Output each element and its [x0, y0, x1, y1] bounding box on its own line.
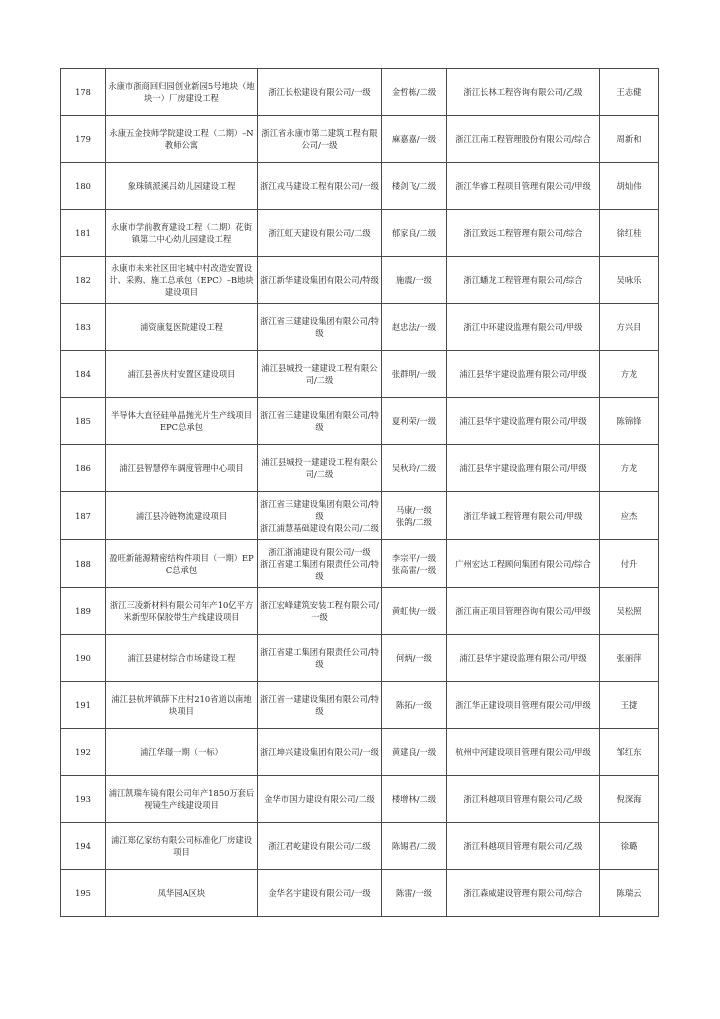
row-number-cell [61, 116, 106, 163]
chief-supervisor-cell [600, 351, 659, 398]
chief-supervisor-cell [600, 304, 659, 351]
table-row [61, 304, 659, 351]
project-name-cell [106, 870, 258, 917]
project-manager-cell [382, 304, 447, 351]
contractor: 浙江省三建建设集团有限公司/特级 [260, 316, 379, 338]
project-name: 浦江县杭坪镇薛下庄村210省道以南地块项目 [111, 694, 252, 716]
chief-supervisor-cell [600, 257, 659, 304]
supervision-company-cell [447, 257, 600, 304]
chief-supervisor: 徐璐 [620, 841, 638, 851]
project-manager: 陈雷/一级 [396, 888, 432, 898]
supervision-company: 杭州中河建设项目管理有限公司/甲级 [455, 747, 591, 757]
table-row [61, 257, 659, 304]
project-manager-cell [382, 351, 447, 398]
chief-supervisor-cell [600, 398, 659, 445]
row-number: 182 [75, 275, 91, 285]
project-manager: 李宗平/一级 张高雷/一级 [391, 552, 437, 575]
project-manager-cell [382, 823, 447, 870]
project-name: 浦江县冷链物流建设项目 [135, 510, 228, 521]
supervision-company-cell [447, 163, 600, 210]
supervision-company: 浙江华睿工程项目管理有限公司/甲级 [455, 181, 591, 191]
chief-supervisor-cell [600, 776, 659, 823]
table-row [61, 729, 659, 776]
project-name-cell [106, 210, 258, 257]
chief-supervisor-cell [600, 682, 659, 729]
project-name-cell [106, 257, 258, 304]
contractor-cell [258, 445, 382, 492]
row-number-cell [61, 492, 106, 540]
project-name-cell [106, 492, 258, 540]
chief-supervisor: 方龙 [620, 369, 638, 379]
project-manager-cell [382, 116, 447, 163]
project-name-cell [106, 540, 258, 588]
supervision-company: 浙江蟠龙工程管理有限公司/综合 [463, 275, 583, 285]
project-manager-cell [382, 682, 447, 729]
project-manager: 赵忠法/一级 [391, 322, 437, 332]
supervision-company-cell [447, 69, 600, 116]
project-manager-cell [382, 210, 447, 257]
project-manager-cell [382, 492, 447, 540]
project-name: 浦江郑亿家纺有限公司标准化厂房建设项目 [110, 835, 253, 857]
row-number: 188 [75, 558, 91, 569]
chief-supervisor: 邹红东 [616, 747, 642, 757]
project-manager-cell [382, 163, 447, 210]
row-number: 185 [75, 416, 91, 426]
chief-supervisor-cell [600, 210, 659, 257]
contractor: 金华名宇建设有限公司/一级 [268, 888, 371, 898]
project-manager-cell [382, 729, 447, 776]
row-number: 189 [75, 606, 91, 616]
table-row [61, 540, 659, 588]
supervision-company-cell [447, 351, 600, 398]
table-row [61, 69, 659, 116]
chief-supervisor-cell [600, 870, 659, 917]
contractor-cell [258, 588, 382, 635]
chief-supervisor: 方兴目 [616, 322, 642, 332]
chief-supervisor: 徐红桂 [616, 228, 642, 238]
project-name-cell [106, 682, 258, 729]
project-manager-cell [382, 69, 447, 116]
project-manager-cell [382, 540, 447, 588]
project-name: 永康五金技师学院建设工程（二期）–N教师公寓 [109, 128, 254, 150]
project-manager: 楼增林/二级 [391, 794, 437, 804]
table-row [61, 351, 659, 398]
chief-supervisor-cell [600, 116, 659, 163]
project-name: 永康市学前教育建设工程（二期）花街镇第二中心幼儿园建设工程 [110, 222, 253, 244]
contractor: 浙江省一建建设集团有限公司/特级 [260, 694, 379, 716]
row-number-cell [61, 588, 106, 635]
project-name: 永康市未来社区田宅城中村改造安置设计、采购、施工总承包（EPC）–B地块建设项目 [109, 263, 254, 297]
row-number-cell [61, 398, 106, 445]
row-number: 179 [75, 134, 91, 144]
contractor: 浙江君屹建设有限公司/二级 [268, 841, 371, 851]
row-number-cell [61, 635, 106, 682]
contractor-cell [258, 540, 382, 588]
supervision-company: 浙江南正项目管理咨询有限公司/甲级 [455, 606, 591, 616]
project-name: 浦江县善庆村安置区建设项目 [127, 369, 236, 379]
contractor: 浦江县城投一建建设工程有限公司/二级 [261, 363, 378, 385]
project-manager: 楼剑飞/二级 [391, 181, 437, 191]
row-number: 191 [75, 700, 91, 710]
contractor-cell [258, 210, 382, 257]
row-number-cell [61, 682, 106, 729]
table-row [61, 163, 659, 210]
project-manager-cell [382, 588, 447, 635]
project-name: 浦江县智慧停车调度管理中心项目 [119, 463, 244, 473]
supervision-company: 浙江致远工程管理有限公司/综合 [463, 228, 583, 238]
project-manager: 麻嘉嘉/一级 [391, 134, 437, 144]
supervision-company-cell [447, 398, 600, 445]
project-manager-cell [382, 257, 447, 304]
project-name-cell [106, 163, 258, 210]
row-number-cell [61, 776, 106, 823]
project-manager-cell [382, 398, 447, 445]
supervision-company-cell [447, 492, 600, 540]
supervision-company-cell [447, 588, 600, 635]
project-manager: 陈锡君/二级 [391, 841, 437, 851]
chief-supervisor: 胡灿伟 [616, 181, 642, 191]
supervision-company: 浦江县华宇建设监理有限公司/甲级 [459, 416, 587, 426]
contractor: 浙江戎马建设工程有限公司/一级 [260, 181, 379, 191]
row-number-cell [61, 823, 106, 870]
contractor: 浙江宏峰建筑安装工程有限公司/一级 [260, 600, 379, 622]
project-name-cell [106, 398, 258, 445]
project-name-cell [106, 588, 258, 635]
row-number: 194 [75, 841, 91, 851]
contractor-cell [258, 69, 382, 116]
project-manager-cell [382, 870, 447, 917]
contractor: 浙江省三建建设集团有限公司/特级 [260, 410, 379, 432]
row-number: 183 [75, 322, 91, 332]
project-name-cell [106, 351, 258, 398]
project-manager: 何炳/一级 [396, 653, 432, 663]
supervision-company: 浦江县华宇建设监理有限公司/甲级 [459, 369, 587, 379]
contractor-cell [258, 729, 382, 776]
contractor: 金华市国力建设有限公司/二级 [264, 794, 375, 804]
row-number-cell [61, 304, 106, 351]
table-row [61, 870, 659, 917]
supervision-company: 浙江华正建设项目管理有限公司/甲级 [455, 700, 591, 710]
project-table [60, 68, 659, 917]
supervision-company: 浦江县华宇建设监理有限公司/甲级 [459, 463, 587, 473]
chief-supervisor: 吴松照 [616, 606, 642, 616]
row-number: 192 [75, 747, 91, 757]
supervision-company: 浙江中环建设监理有限公司/甲级 [463, 322, 583, 332]
project-manager: 金哲栋/二级 [391, 87, 437, 97]
contractor: 浙江新华建设集团有限公司/特级 [260, 275, 379, 285]
contractor: 浦江县城投一建建设工程有限公司/二级 [261, 457, 378, 479]
table-row [61, 492, 659, 540]
project-manager-cell [382, 635, 447, 682]
row-number: 180 [75, 181, 91, 191]
table-row [61, 445, 659, 492]
project-manager: 吴秋玲/二级 [391, 463, 437, 473]
supervision-company-cell [447, 635, 600, 682]
project-manager: 郁家良/二级 [391, 228, 437, 238]
contractor: 浙江长松建设有限公司/一级 [268, 87, 371, 97]
supervision-company-cell [447, 210, 600, 257]
contractor-cell [258, 776, 382, 823]
supervision-company: 浙江科越项目管理有限公司/乙级 [463, 841, 583, 851]
row-number-cell [61, 729, 106, 776]
chief-supervisor: 倪深海 [616, 794, 642, 804]
project-name: 浦江凯瑞车镜有限公司年产1850万套后视镜生产线建设项目 [108, 788, 255, 810]
chief-supervisor-cell [600, 588, 659, 635]
chief-supervisor: 陈锦锋 [616, 416, 642, 426]
project-manager: 施震/一级 [396, 275, 432, 285]
row-number-cell [61, 210, 106, 257]
project-name-cell [106, 304, 258, 351]
row-number-cell [61, 540, 106, 588]
contractor-cell [258, 163, 382, 210]
contractor-cell [258, 823, 382, 870]
contractor: 浙江省三建建设集团有限公司/特级 浙江浦慧基础建设有限公司/二级 [260, 498, 379, 533]
supervision-company: 广州宏达工程顾问集团有限公司/综合 [455, 558, 591, 569]
project-name: 半导体大直径硅单晶抛光片生产线项目EPC总承包 [110, 410, 253, 432]
chief-supervisor: 付升 [620, 558, 638, 569]
row-number: 193 [75, 794, 91, 804]
project-name: 盈旺新能源精密结构件项目（一期）EPC总承包 [109, 552, 254, 575]
row-number: 186 [75, 463, 91, 473]
contractor-cell [258, 304, 382, 351]
project-name: 浦资康复医院建设工程 [140, 322, 223, 332]
project-manager: 黄虹侠/一级 [391, 606, 437, 616]
table-row [61, 823, 659, 870]
project-manager: 张群明/一级 [391, 369, 437, 379]
table-row [61, 210, 659, 257]
chief-supervisor-cell [600, 492, 659, 540]
row-number: 178 [75, 87, 91, 97]
chief-supervisor: 应杰 [620, 510, 638, 521]
supervision-company-cell [447, 870, 600, 917]
project-name-cell [106, 445, 258, 492]
project-name: 凤华园A区块 [157, 888, 206, 898]
chief-supervisor-cell [600, 729, 659, 776]
row-number-cell [61, 351, 106, 398]
project-name: 浦江华璟一期（一标） [140, 747, 223, 757]
table-row [61, 635, 659, 682]
contractor: 浙江浙浦建设有限公司/一级 浙江省建工集团有限责任公司/特级 [260, 546, 379, 581]
table-row [61, 588, 659, 635]
chief-supervisor: 吴咏乐 [616, 275, 642, 285]
contractor-cell [258, 116, 382, 163]
project-name-cell [106, 116, 258, 163]
contractor: 浙江省建工集团有限责任公司/特级 [260, 647, 379, 669]
row-number-cell [61, 870, 106, 917]
chief-supervisor: 王捷 [620, 700, 638, 710]
project-name-cell [106, 635, 258, 682]
supervision-company: 浦江县华宇建设监理有限公司/甲级 [459, 653, 587, 663]
table-row [61, 776, 659, 823]
project-manager: 夏利荣/一级 [391, 416, 437, 426]
contractor-cell [258, 870, 382, 917]
supervision-company-cell [447, 304, 600, 351]
project-name: 象珠镇派溪吕幼儿园建设工程 [127, 181, 236, 191]
chief-supervisor-cell [600, 540, 659, 588]
chief-supervisor: 张丽萍 [616, 653, 642, 663]
table-row [61, 116, 659, 163]
supervision-company-cell [447, 116, 600, 163]
contractor-cell [258, 492, 382, 540]
chief-supervisor-cell [600, 69, 659, 116]
project-manager: 黄建良/一级 [391, 747, 437, 757]
project-name-cell [106, 69, 258, 116]
row-number-cell [61, 163, 106, 210]
contractor-cell [258, 398, 382, 445]
project-name-cell [106, 776, 258, 823]
table-row [61, 398, 659, 445]
row-number: 195 [75, 888, 91, 898]
chief-supervisor-cell [600, 163, 659, 210]
project-name-cell [106, 823, 258, 870]
row-number: 187 [75, 510, 91, 521]
contractor: 浙江坤兴建设集团有限公司/一级 [260, 747, 379, 757]
supervision-company: 浙江华诚工程管理有限公司/甲级 [463, 510, 583, 521]
supervision-company-cell [447, 540, 600, 588]
table-body [61, 69, 659, 917]
supervision-company-cell [447, 682, 600, 729]
table-row [61, 682, 659, 729]
chief-supervisor-cell [600, 445, 659, 492]
supervision-company: 浙江江南工程管理股份有限公司/综合 [455, 134, 591, 144]
supervision-company-cell [447, 445, 600, 492]
contractor: 浙江省永康市第二建筑工程有限公司/一级 [261, 128, 378, 150]
contractor-cell [258, 682, 382, 729]
project-name-cell [106, 729, 258, 776]
project-manager: 马康/一级 张鸽/二级 [396, 504, 432, 527]
chief-supervisor-cell [600, 635, 659, 682]
chief-supervisor: 方龙 [620, 463, 638, 473]
row-number: 184 [75, 369, 91, 379]
contractor-cell [258, 257, 382, 304]
row-number: 190 [75, 653, 91, 663]
project-name: 浙江三凌新材料有限公司年产10亿平方米新型环保胶带生产线建设项目 [109, 600, 254, 622]
supervision-company-cell [447, 729, 600, 776]
project-name: 永康市浙商回归园创业新园5号地块（地块一）厂房建设工程 [108, 81, 255, 103]
chief-supervisor: 王志健 [616, 87, 642, 97]
chief-supervisor-cell [600, 823, 659, 870]
contractor-cell [258, 635, 382, 682]
supervision-company-cell [447, 823, 600, 870]
row-number-cell [61, 445, 106, 492]
chief-supervisor: 陈瑞云 [616, 888, 642, 898]
project-manager-cell [382, 776, 447, 823]
chief-supervisor: 周新和 [616, 134, 642, 144]
supervision-company: 浙江科越项目管理有限公司/乙级 [463, 794, 583, 804]
contractor: 浙江虹天建设有限公司/二级 [268, 228, 371, 238]
row-number: 181 [75, 228, 91, 238]
row-number-cell [61, 69, 106, 116]
supervision-company: 浙江森威建设管理有限公司/综合 [463, 888, 583, 898]
supervision-company-cell [447, 776, 600, 823]
project-manager-cell [382, 445, 447, 492]
row-number-cell [61, 257, 106, 304]
supervision-company: 浙江长林工程咨询有限公司/乙级 [463, 87, 583, 97]
project-name: 浦江县建材综合市场建设工程 [127, 653, 236, 663]
project-manager: 陈拓/一级 [396, 700, 432, 710]
contractor-cell [258, 351, 382, 398]
